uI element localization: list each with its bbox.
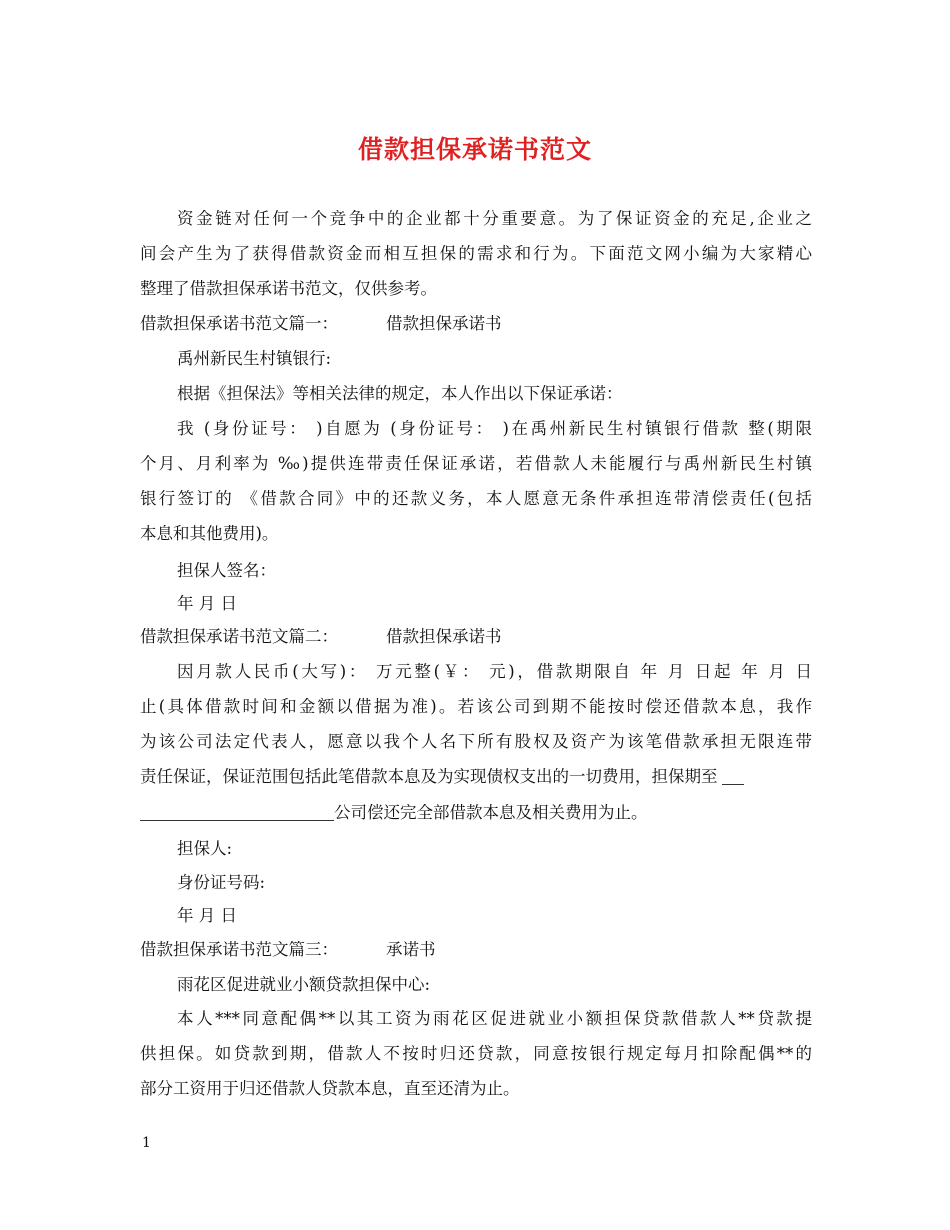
section1-body-line-1: 我 (身份证号： )自愿为 (身份证号： )在禹州新民生村镇银行借款 整(期限 <box>177 419 812 438</box>
section1-addressee: 禹州新民生村镇银行: <box>177 349 332 368</box>
section2-body-line-4 <box>140 763 812 791</box>
section1-heading-label: 借款担保承诺书范文篇一： <box>140 314 338 333</box>
blank-underline <box>722 766 744 785</box>
section1-date: 年 月 日 <box>177 594 237 613</box>
section1-heading <box>140 310 812 338</box>
section2-body-text: 责任保证，保证范围包括此笔借款本息及为实现债权支出的一切费用，担保期至 <box>140 767 718 786</box>
section2-id-number: 身份证号码: <box>177 873 266 892</box>
blank-underline <box>140 802 334 821</box>
section2-guarantor: 担保人: <box>177 839 233 858</box>
intro-line-3: 整理了借款担保承诺书范文，仅供参考。 <box>140 279 437 298</box>
section2-body-end: 公司偿还完全部借款本息及相关费用为止。 <box>334 803 648 822</box>
section2-heading-title: 借款担保承诺书 <box>386 627 502 646</box>
section1-body-line-3: 银行签订的 《借款合同》中的还款义务，本人愿意无条件承担连带清偿责任(包括 <box>140 489 812 508</box>
document-title: 借款担保承诺书范文 <box>357 135 592 164</box>
section3-heading-title: 承诺书 <box>386 940 436 959</box>
section1-body-line-4: 本息和其他费用)。 <box>140 524 279 543</box>
section3-heading <box>140 936 812 964</box>
section2-body-line-1: 因月款人民币(大写)： 万元整(￥： 元)，借款期限自 年 月 日起 年 月 日 <box>177 662 812 681</box>
section2-body-line-5 <box>140 799 812 827</box>
page-number: 1 <box>142 1135 151 1151</box>
section2-heading <box>140 623 812 651</box>
section2-heading-label: 借款担保承诺书范文篇二： <box>140 627 338 646</box>
section2-date: 年 月 日 <box>177 906 237 925</box>
section3-heading-label: 借款担保承诺书范文篇三： <box>140 940 338 959</box>
section3-addressee: 雨花区促进就业小额贷款担保中心: <box>177 975 431 994</box>
section1-signature: 担保人签名： <box>177 561 276 580</box>
section1-heading-title: 借款担保承诺书 <box>386 314 502 333</box>
intro-line-1: 资金链对任何一个竞争中的企业都十分重要意。为了保证资金的充足,企业之 <box>177 209 812 228</box>
section3-body-line-1: 本人***同意配偶**以其工资为雨花区促进就业小额担保贷款借款人**贷款提 <box>177 1009 812 1028</box>
section3-body-line-2: 供担保。如贷款到期，借款人不按时归还贷款，同意按银行规定每月扣除配偶**的 <box>140 1044 812 1063</box>
section1-body-line-2: 个月、月利率为 ‰)提供连带责任保证承诺，若借款人未能履行与禹州新民生村镇 <box>140 454 812 473</box>
section2-body-line-3: 为该公司法定代表人，愿意以我个人名下所有股权及资产为该笔借款承担无限连带 <box>140 732 812 751</box>
section3-body-line-3: 部分工资用于归还借款人贷款本息，直至还清为止。 <box>140 1079 520 1098</box>
section2-body-line-2: 止(具体借款时间和金额以借据为准)。若该公司到期不能按时偿还借款本息，我作 <box>140 697 812 716</box>
section1-basis: 根据《担保法》等相关法律的规定，本人作出以下保证承诺： <box>177 384 623 403</box>
intro-line-2: 间会产生为了获得借款资金而相互担保的需求和行为。下面范文网小编为大家精心 <box>140 244 812 263</box>
